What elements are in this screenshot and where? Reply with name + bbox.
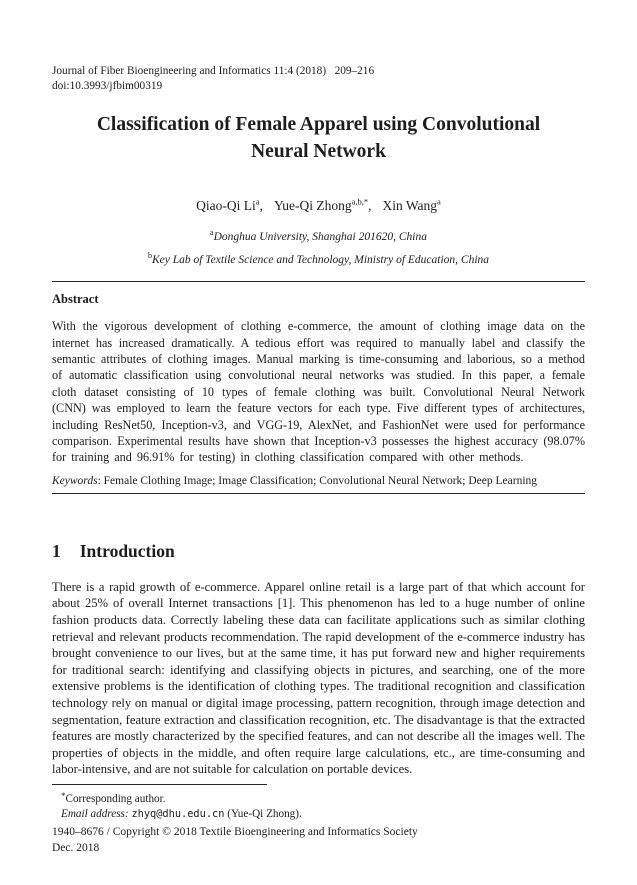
footnote-marker: * [61,790,66,801]
author-1: Qiao-Qi Li$^a$, [196,196,263,213]
affiliation-1: $^a$Donghua University, Shanghai 201620, China [210,227,427,243]
abstract-top-divider [52,281,585,282]
author-1-affiliation-mark: a [255,196,260,206]
paper-title: Classification of Female Apparel using Convolutional Neural Network [96,114,541,162]
author-separator: , [259,197,263,213]
introduction-paragraph: There is a rapid growth of e-commerce. Apparel online retail is a large part of that which account for about 25% of overall Internet transactions [1]. This phenomenon has led to a huge number of online fashion products data. Correctly labeling these data can facilitate applications such as similar clothing retrieval and relevant products recommendation. The rapid development of the e-commerce industry has brought convenience to our lives, but at the same time, it has put forward new and higher requirements for traditional search: identifying and classifying objects in pictures, and searching, one of the more extensive problems is the identification of clothing types. The traditional recognition and classification technology rely on manual or digital image processing, pattern recognition, through image detection and segmentation, feature extraction and classification recognition, etc. The disadvantage is that the extracted features are mostly characterized by the specified features, and can not describe all the images well. The properties of objects in the middle, and often require large calculations, etc., are time-consuming and labor-intensive, and are not suitable for calculation on portable devices. [52,579,585,777]
issue-date-line: Dec. 2018 [52,841,100,854]
abstract-body: With the vigorous development of clothing e-commerce, the amount of clothing image data on the internet has increased dramatically. A tedious effort was required to manually label and classify the semantic attributes of clothing images. Manual marking is time-consuming and laborious, so a method of automatic classification using convolutional neural networks was studied. In this paper, a female cloth dataset consisting of 10 types of female clothing was built. Convolutional Neural Network (CNN) was employed to learn the feature vectors for each type. Five different types of architectures, including ResNet50, Inception-v3, and VGG-19, AlexNet, and FashionNet were used for performance comparison. Experimental results have shown that Inception-v3 possesses the highest accuracy (98.07% for training and 96.91% for testing) in clothing classification compared with other methods. [52,319,585,465]
section-heading-introduction [52,541,585,562]
author-separator: , [368,197,372,213]
page-footer [52,825,418,856]
footnote-email-line [61,807,585,823]
journal-header-line: Journal of Fiber Bioengineering and Informatics 11:4 (2018) 209–216 [52,65,375,77]
keywords-label: Keywords [52,474,98,487]
keywords-line [52,475,585,487]
footnote-divider [52,784,267,785]
author-3: Xin Wang$^a$ [382,196,441,213]
author-list [52,196,585,214]
affiliation-2: $^b$Key Lab of Textile Science and Technology, Ministry of Education, China [147,251,490,267]
abstract-bottom-divider [52,493,585,494]
abstract-heading: Abstract [52,292,99,307]
doi-line: doi:10.3993/jfbim00319 [52,80,163,92]
author-3-affiliation-mark: a [437,196,441,206]
section-number: 1 [52,540,61,561]
email-suffix: (Yue-Qi Zhong). [224,808,302,821]
section-title: Introduction [79,540,175,561]
footnote-block [52,789,585,823]
issn-copyright-line: 1940–8676 / Copyright © 2018 Textile Bioengineering and Informatics Society [52,826,418,838]
author-2: Yue-Qi Zhong$^{a,b,*}$, [273,196,372,213]
email-label: Email address: [61,808,129,821]
affiliation-list [52,223,585,271]
author-2-affiliation-mark: a,b,* [351,196,369,206]
email-address: zhyq@dhu.edu.cn [131,808,225,821]
footnote-corresponding-author: *Corresponding author. [61,790,166,805]
keywords-text: : Female Clothing Image; Image Classification; Convolutional Neural Network; Deep Learning [97,474,538,487]
